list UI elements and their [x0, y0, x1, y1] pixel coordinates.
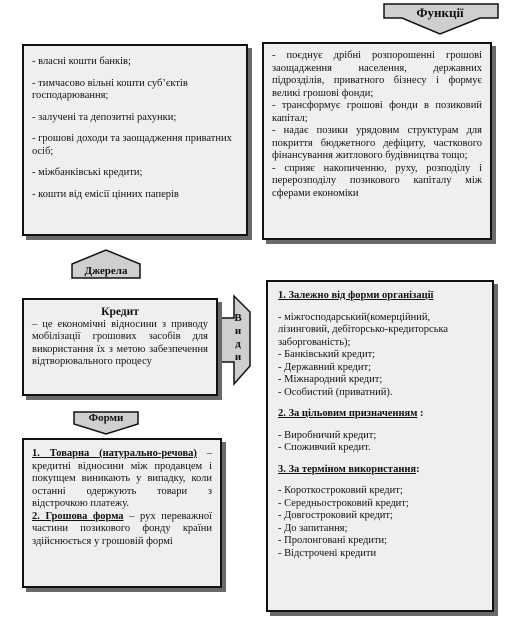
credit-box [22, 298, 218, 396]
list-item: - надає позики урядовим структурам для покриття бюджетного дефіциту, часткового фінансування житлового будівництва тощо; [272, 125, 482, 161]
credit-title: Кредит [101, 306, 139, 318]
list-item: - залучені та депозитні рахунки; [32, 111, 177, 123]
list-item: - сприяє накопиченню, руху, розподілу і перерозподілу позикового капіталу між сферами економіки [272, 162, 482, 199]
list-item: - Банківський кредит; [278, 349, 376, 360]
form-1-text: – кредитні відносини між продавцем і покупцем виникають у випадку, коли останні одержують товари з відстрочкою платежу. [32, 448, 212, 509]
list-item: - кошти від емісії цінних паперів [32, 188, 179, 200]
list-item: - міжгосподарський(комерційний, лізинговий, дебіторсько-кредиторська заборгованість); [278, 311, 449, 348]
forms-box [22, 438, 222, 588]
list-item: - Споживчий кредит. [278, 442, 371, 453]
forms-label: Форми [88, 412, 124, 424]
form-2-text: – рух переважної частини позикового фонду країни здійснюється у грошовій формі [32, 510, 212, 547]
types-label-letter: В [234, 312, 242, 324]
types-label [230, 312, 246, 364]
list-item: - До запитання; [278, 522, 348, 534]
types-label-letter: и [234, 325, 242, 337]
types-box [266, 280, 494, 612]
functions-box [262, 42, 492, 240]
list-item: - Середньостроковий кредит; [278, 497, 409, 509]
types-label-letter: д [235, 338, 241, 350]
list-item: - Короткостроковий кредит; [278, 485, 403, 496]
list-item: - Пролонговані кредити; [278, 535, 388, 546]
form-1 [32, 448, 212, 511]
types-group-2-title: 2. За цільовим призначенням : [278, 408, 424, 419]
list-item: - тимчасово вільні кошти суб’єктів господарювання; [32, 77, 188, 101]
types-label-letter: и [234, 351, 242, 363]
types-group-3-title: 3. За терміном використання: [278, 463, 420, 475]
list-item: - грошові доходи та заощадження приватних осіб; [32, 133, 232, 157]
sources-list [32, 56, 238, 201]
functions-label: Функції [416, 5, 464, 20]
credit-definition: – це економічні відносини з приводу мобілізації грошових засобів для використання їх з метою забезпечення відтворювального процесу [32, 318, 208, 367]
list-item: - Міжнародний кредит; [278, 374, 383, 385]
sources-label: Джерела [84, 265, 128, 277]
list-item: - поєднує дрібні розпорошенні грошові заощадження населення, державних підрозділів, приватного бізнесу і формує великі грошові фонди; [272, 50, 482, 99]
sources-box [22, 44, 248, 236]
list-item: - Виробничий кредит; [278, 429, 377, 441]
types-group-1-title: 1. Залежно від форми організації [278, 290, 434, 301]
list-item: - Особистий (приватний). [278, 386, 393, 398]
list-item: - міжбанківські кредити; [32, 167, 143, 178]
form-2-title: 2. Грошова форма [32, 510, 124, 522]
list-item: - Відстрочені кредити [278, 547, 377, 559]
form-1-title: 1. Товарна (натурально-речова) [32, 448, 197, 459]
list-item: - Державний кредит; [278, 361, 372, 373]
list-item: - Довгостроковий кредит; [278, 510, 393, 521]
functions-list [272, 50, 482, 200]
list-item: - власні кошти банків; [32, 56, 131, 67]
list-item: - трансформує грошові фонди в позиковий капітал; [272, 100, 482, 124]
form-2 [32, 511, 212, 549]
